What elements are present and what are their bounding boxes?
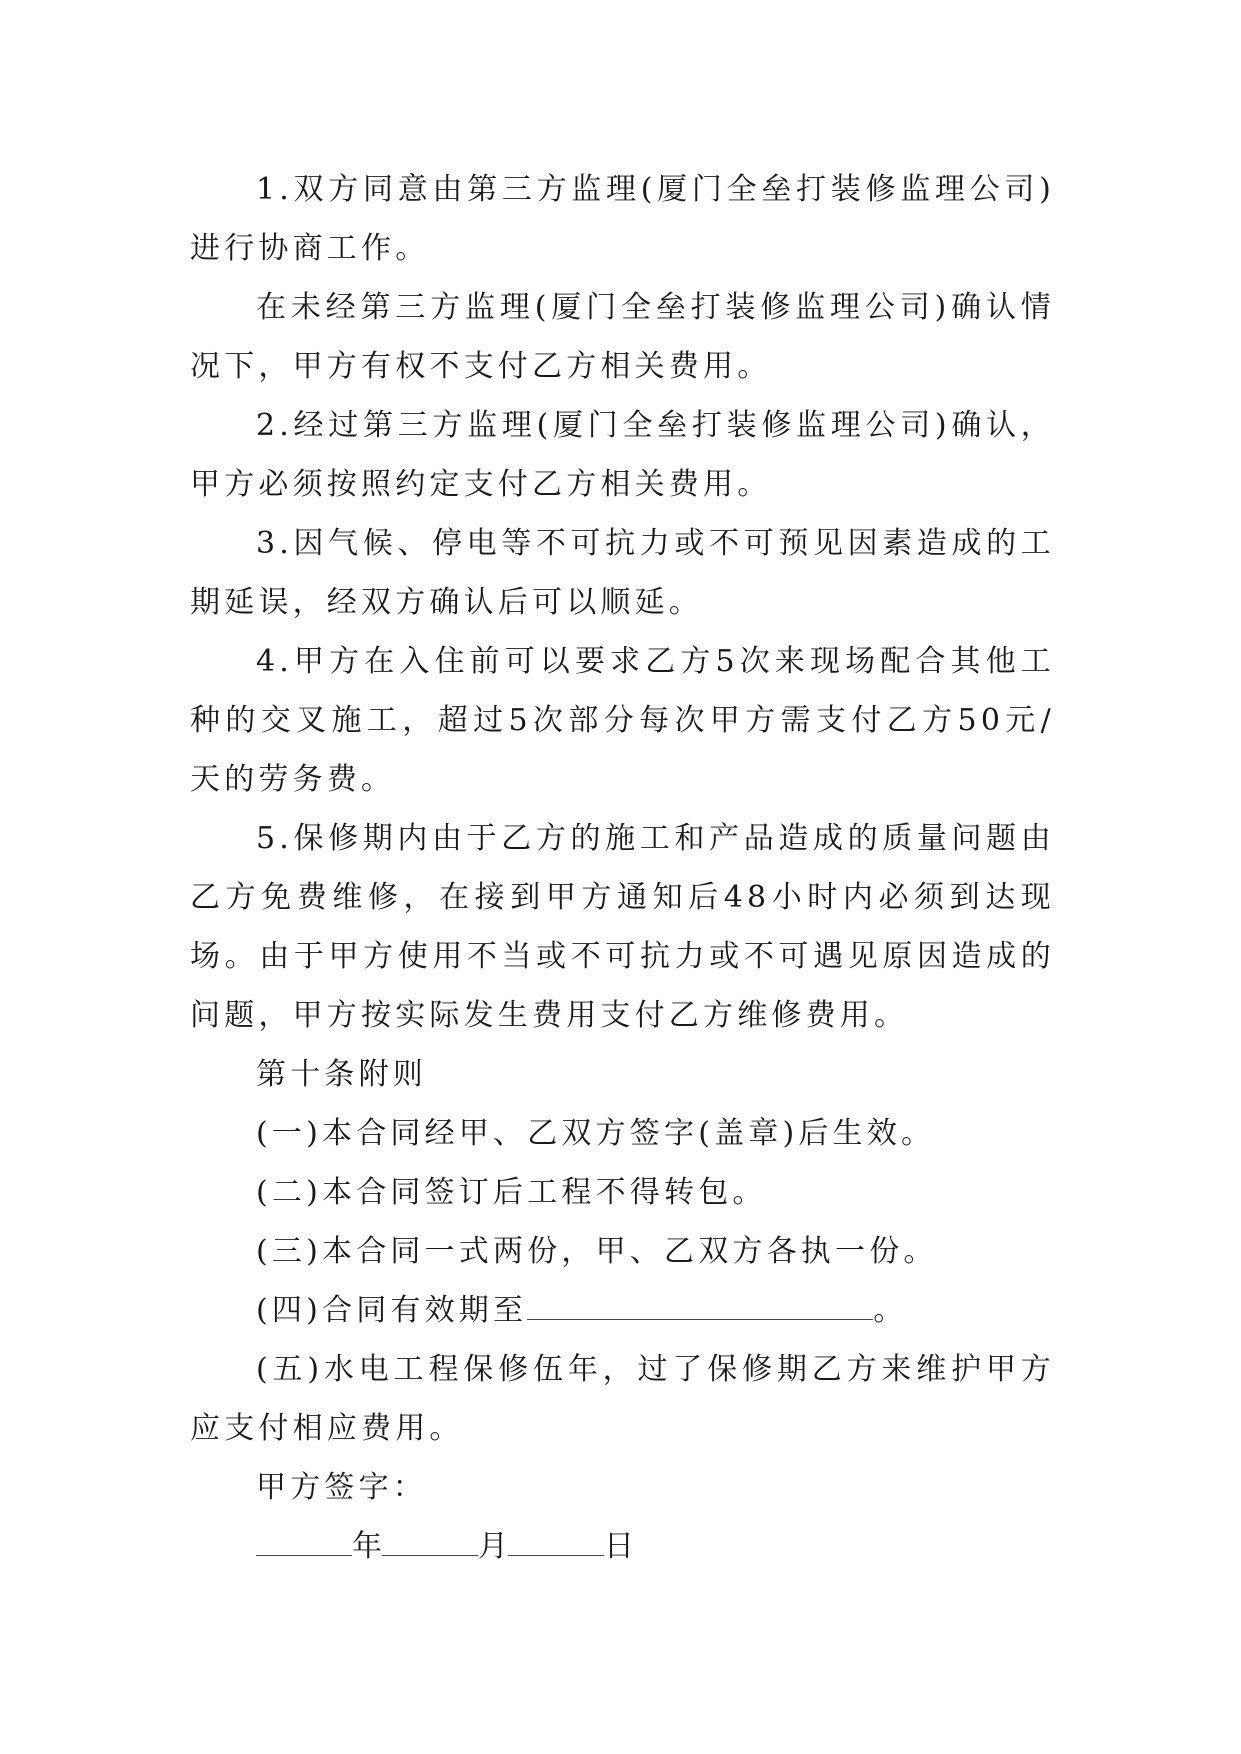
supplementary-item-1: (一)本合同经甲、乙双方签字(盖章)后生效。 (256, 1116, 936, 1151)
signature-date-line (190, 1517, 1055, 1576)
validity-label: (四)合同有效期至 (256, 1293, 528, 1328)
year-label: 年 (352, 1529, 382, 1564)
month-blank[interactable] (382, 1525, 478, 1556)
supplementary-item-4 (190, 1281, 1055, 1340)
supplementary-item-2: (二)本合同签订后工程不得转包。 (256, 1175, 767, 1210)
day-label: 日 (604, 1529, 634, 1564)
validity-date-blank[interactable] (527, 1289, 873, 1320)
day-blank[interactable] (508, 1525, 604, 1556)
clause-4: 4.甲方在入住前可以要求乙方5次来现场配合其他工种的交叉施工，超过5次部分每次甲方需支付乙方50元/天的劳务费。 (190, 644, 1055, 797)
clause-1: 1.双方同意由第三方监理(厦门全垒打装修监理公司)进行协商工作。 (190, 172, 1055, 266)
clause-2: 2.经过第三方监理(厦门全垒打装修监理公司)确认，甲方必须按照约定支付乙方相关费用。 (190, 408, 1055, 502)
month-label: 月 (478, 1529, 508, 1564)
supplementary-item-3: (三)本合同一式两份，甲、乙双方各执一份。 (256, 1234, 938, 1269)
supplementary-item-5: (五)水电工程保修伍年，过了保修期乙方来维护甲方应支付相应费用。 (190, 1352, 1055, 1446)
clause-5: 5.保修期内由于乙方的施工和产品造成的质量问题由乙方免费维修，在接到甲方通知后48小时内必须到达现场。由于甲方使用不当或不可抗力或不可遇见原因造成的问题，甲方按实际发生费用支付乙方维修费用。 (190, 821, 1055, 1033)
clause-3: 3.因气候、停电等不可抗力或不可预见因素造成的工期延误，经双方确认后可以顺延。 (190, 526, 1055, 620)
article-10-heading: 第十条附则 (256, 1057, 427, 1092)
year-blank[interactable] (256, 1525, 352, 1556)
validity-period-mark: 。 (873, 1293, 908, 1328)
document-body (190, 160, 1055, 1576)
party-a-signature-label: 甲方签字： (256, 1470, 427, 1505)
clause-1-note: 在未经第三方监理(厦门全垒打装修监理公司)确认情况下，甲方有权不支付乙方相关费用。 (190, 290, 1055, 384)
